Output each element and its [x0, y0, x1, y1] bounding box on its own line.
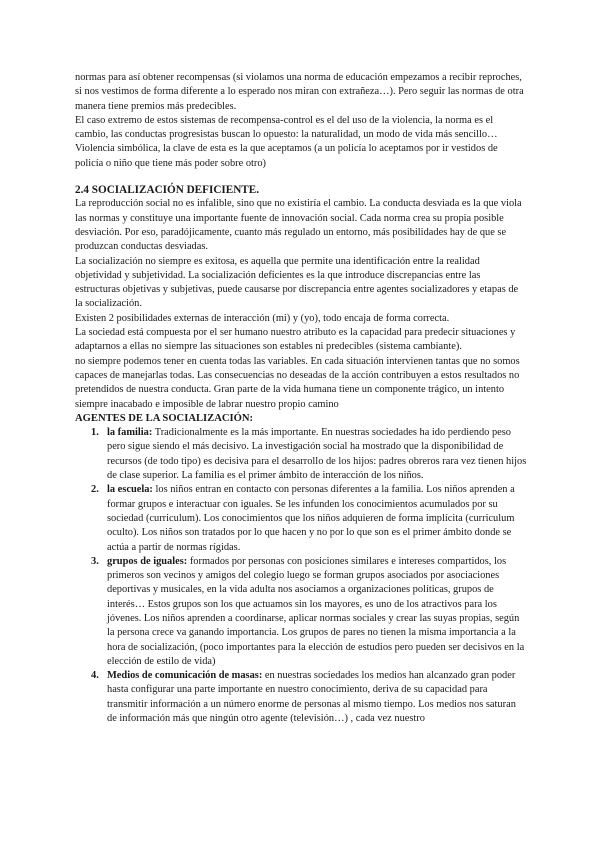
agent-item-medios	[75, 669, 527, 726]
document-page	[75, 71, 527, 726]
section-paragraph-3: Existen 2 posibilidades externas de interacción (mi) y (yo), todo encaja de forma correcta.	[75, 312, 450, 324]
agents-list	[75, 426, 527, 726]
agent-term: grupos de iguales:	[107, 555, 188, 567]
agent-number: 4.	[91, 670, 99, 682]
section-heading: 2.4 SOCIALIZACIÓN DEFICIENTE.	[75, 184, 260, 197]
agent-description: los niños entran en contacto con personas diferentes a la familia. Los niños aprenden a formar grupos e interactuar con iguales. Se les infunden los conocimientos acumulados por su sociedad (curriculum). Los conocimientos que los niños adquieren de forma implícita (curriculum oculto). Los niños son tratados por lo que hacen y no por lo que son es el primer ámbito donde se actúa a partir de normas rígidas.	[107, 484, 515, 553]
section-paragraph-4: La sociedad está compuesta por el ser humano nuestro atributo es la capacidad para predecir situaciones y adaptarnos a ellas no siempre las situaciones son estables ni predecibles (sistema cambiante).	[75, 327, 516, 353]
agent-item-grupos-iguales	[75, 555, 527, 669]
section-paragraph-5: no siempre podemos tener en cuenta todas las variables. En cada situación intervienen tantas que no somos capaces de manejarlas todas. Las consecuencias no deseadas de la acción contribuyen a estos resultados no pretendidos de nuestra conducta. Gran parte de la vida humana tiene un componente trágico, un intento siempre inacabado e imposible de labrar nuestro propio camino	[75, 355, 520, 410]
agent-description: Tradicionalmente es la más importante. En nuestras sociedades ha ido perdiendo peso pero sigue siendo el más decisivo. La investigación social ha mostrado que la disponibilidad de recursos (de todo tipo) es decisiva para el desarrollo de los hijos: padres obreros rara vez tienen hijos de clase superior. La familia es el primer ámbito de interacción de los niños.	[107, 427, 527, 482]
agent-item-familia	[75, 426, 527, 483]
spacer	[75, 171, 527, 183]
section-paragraph-2: La socialización no siempre es exitosa, es aquella que permite una identificación entre la realidad objetividad y subjetividad. La socialización deficientes es la que introduce discrepancias entre las estructuras objetivas y subjetivas, puede causarse por discrepancia entre agentes socializadores y etapas de la socialización.	[75, 255, 519, 310]
agent-number: 1.	[91, 427, 99, 439]
agent-term: la escuela:	[107, 484, 153, 496]
intro-paragraph-2: El caso extremo de estos sistemas de recompensa-control es el del uso de la violencia, la norma es el cambio, las conductas progresistas buscan lo opuesto: la naturalidad, un modo de vida más sencillo… Violencia simbólica, la clave de esta es la que aceptamos (a un policía lo aceptamos por ir vestidos de policía o niño que tiene más poder sobre otro)	[75, 114, 498, 169]
section-paragraph-1: La reproducción social no es infalible, sino que no existiría el cambio. La conducta desviada es la que viola las normas y constituye una importante fuente de innovación social. Cada norma crea su propia posible desviación. Por eso, paradójicamente, cuanto más regulado un entorno, más posibilidades hay de que se produzcan conductas desviadas.	[75, 198, 522, 253]
agent-number: 2.	[91, 484, 99, 496]
agent-item-escuela	[75, 483, 527, 554]
agent-description: en nuestras sociedades los medios han alcanzado gran poder hasta configurar una parte importante en nuestro conocimiento, deriva de su capacidad para transmitir información a un número enorme de personas al mismo tiempo. Los medios nos saturan de información más que ningún otro agente (televisión…) , cada vez nuestro	[107, 670, 516, 725]
agent-number: 3.	[91, 555, 99, 567]
agent-description: formados por personas con posiciones similares e intereses compartidos, los primeros son vecinos y amigos del colegio luego se forman grupos asociados por asociaciones deportivas y musicales, en la vida adulta nos asociamos a organizaciones políticas, grupos de interés… Estos grupos son los que actuamos sin los mayores, es uno de los atractivos para los jóvenes. Los niños aprenden a coordinarse, aplicar normas sociales y crear las suyas propias, según la persona crece va ganando importancia. Los grupos de pares no tienen la misma importancia a la hora de socialización, (poco importantes para la elección de estudios pero pueden ser decisivos en la elección de estilo de vida)	[107, 555, 525, 667]
agents-heading: AGENTES DE LA SOCIALIZACIÓN:	[75, 412, 254, 424]
intro-paragraph-1: normas para así obtener recompensas (si violamos una norma de educación empezamos a recibir reproches, si nos vestimos de forma diferente a lo esperado nos miran con extrañeza…). Pero seguir las normas de otra manera tiene premios más predecibles.	[75, 72, 524, 112]
agent-term: Medios de comunicación de masas:	[107, 670, 263, 682]
agent-term: la familia:	[107, 427, 153, 439]
